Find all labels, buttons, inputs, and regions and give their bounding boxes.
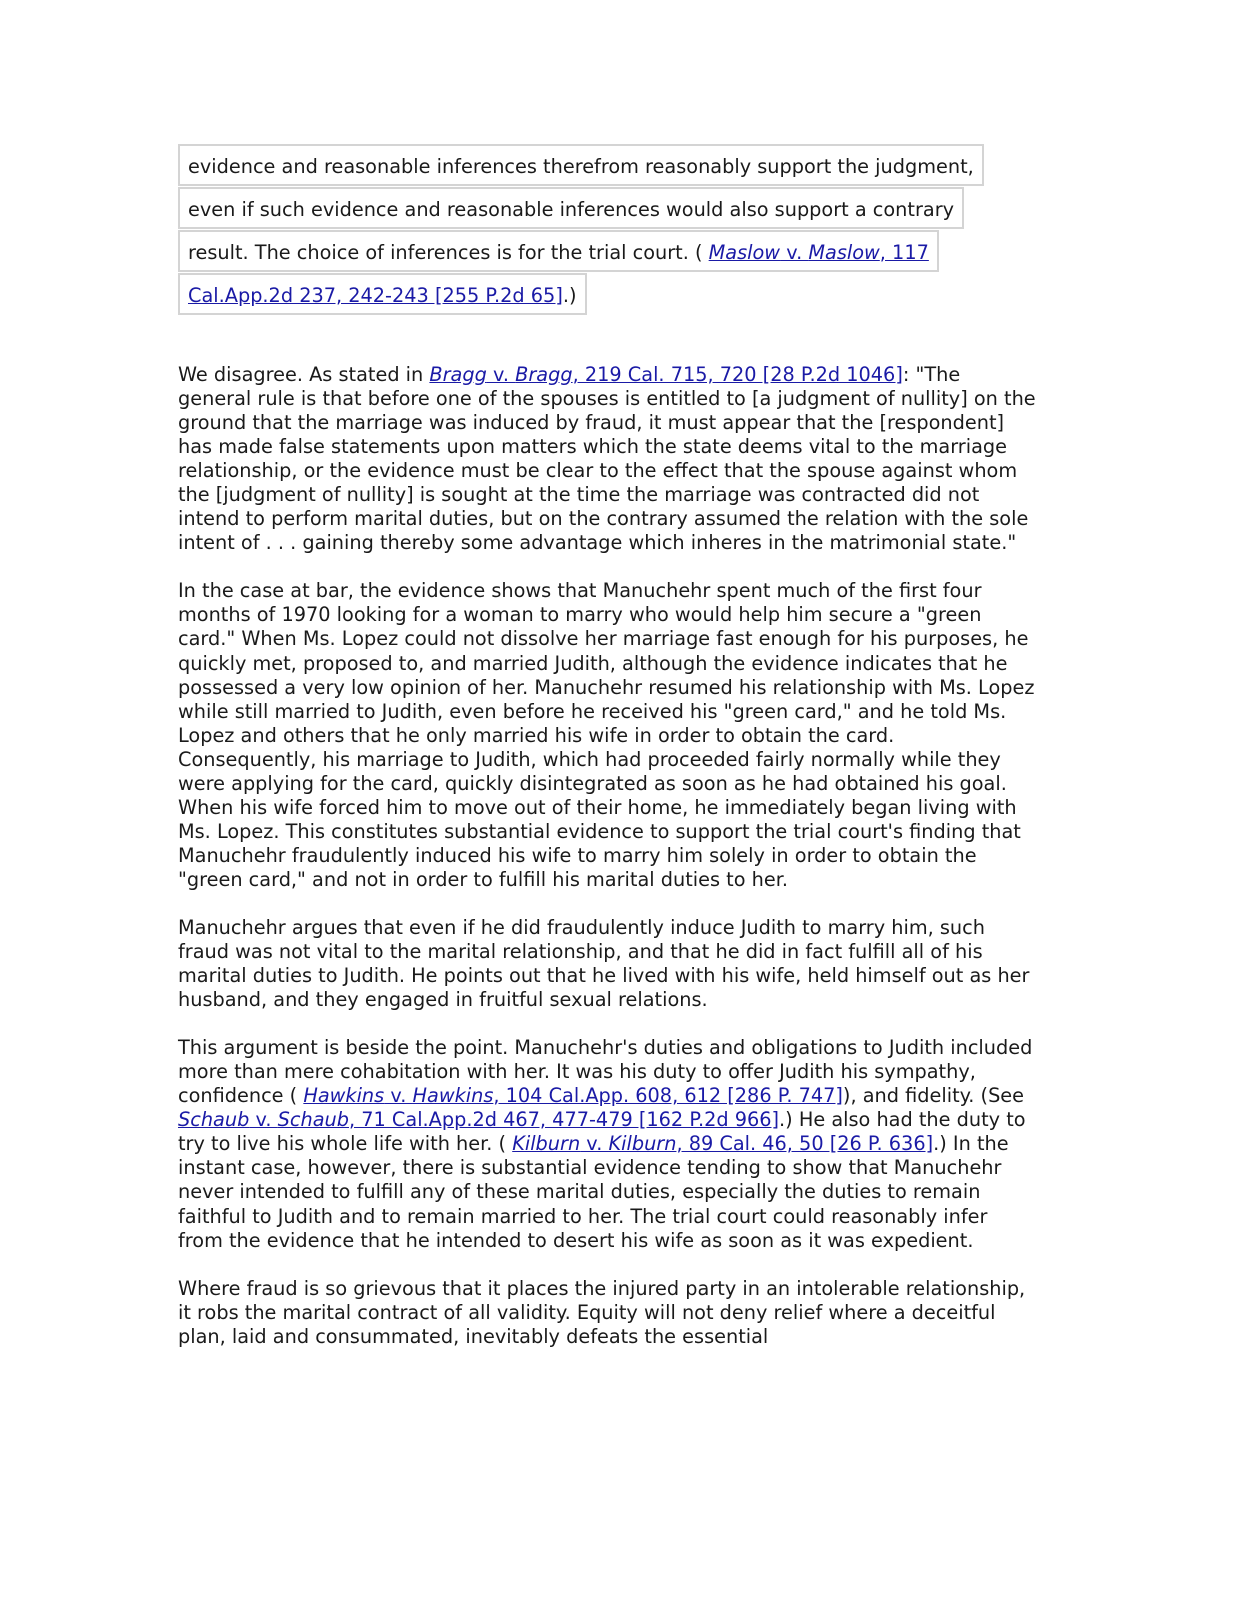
quote-text: even if such evidence and reasonable inferences would also support a contrary xyxy=(188,198,955,221)
quote-text: result. The choice of inferences is for the trial court. ( xyxy=(188,241,709,264)
opinion-body xyxy=(178,363,1038,1373)
paragraph: This argument is beside the point. Manuchehr's duties and obligations to Judith included more than mere cohabitation with her. It was his duty to offer Judith his sympathy, confidence ( Hawkins v. Hawkins, 104 Cal.App. 608, 612 [286 P. 747]), and fidelity. (See Schaub v. Schaub, 71 Cal.App.2d 467, 477-479 [162 P.2d 966].) He also had the duty to try to live his whole life with her. ( Kilburn v. Kilburn, 89 Cal. 46, 50 [26 P. 636].) In the instant case, however, there is substantial evidence tending to show that Manuchehr never intended to fulfill any of these marital duties, especially the duties to remain faithful to Judith and to remain married to her. The trial court could reasonably infer from the evidence that he intended to desert his wife as soon as it was expedient. xyxy=(178,1036,1033,1252)
quote-line xyxy=(178,230,939,272)
quote-line xyxy=(178,187,964,229)
quote-text: .) xyxy=(562,284,577,307)
quote-line xyxy=(178,273,587,315)
citation-link-hawkins[interactable]: Hawkins v. Hawkins, 104 Cal.App. 608, 612 [286 P. 747] xyxy=(303,1084,843,1108)
quoted-excerpt xyxy=(178,144,984,316)
paragraph: Manuchehr argues that even if he did fraudulently induce Judith to marry him, such fraud was not vital to the marital relationship, and that he did in fact fulfill all of his marital duties to Judith. He points out that he lived with his wife, held himself out as her husband, and they engaged in fruitful sexual relations. xyxy=(178,915,1030,1012)
paragraph: Where fraud is so grievous that it places the injured party in an intolerable relationship, it robs the marital contract of all validity. Equity will not deny relief where a deceitful plan, laid and consummated, inevitably defeats the essential xyxy=(178,1276,1026,1348)
citation-link-maslow[interactable]: Maslow v. Maslow, 117 xyxy=(708,241,929,264)
quote-line xyxy=(178,144,984,186)
quote-text: evidence and reasonable inferences therefrom reasonably support the judgment, xyxy=(188,155,974,178)
citation-link-schaub[interactable]: Schaub v. Schaub, 71 Cal.App.2d 467, 477-479 [162 P.2d 966] xyxy=(178,1108,780,1132)
citation-link-kilburn[interactable]: Kilburn v. Kilburn, 89 Cal. 46, 50 [26 P. 636] xyxy=(512,1132,934,1156)
citation-link-maslow-cont[interactable]: Cal.App.2d 237, 242-243 [255 P.2d 65] xyxy=(188,284,563,307)
citation-link-bragg[interactable]: Bragg v. Bragg, 219 Cal. 715, 720 [28 P.2d 1046] xyxy=(429,363,903,386)
paragraph: We disagree. As stated in Bragg v. Bragg, 219 Cal. 715, 720 [28 P.2d 1046]: "The general rule is that before one of the spouses is entitled to [a judgment of nullity] on the ground that the marriage was induced by fraud, it must appear that the [respondent] has made false statements upon matters which the state deems vital to the marriage relationship, or the evidence must be clear to the effect that the spouse against whom the [judgment of nullity] is sought at the time the marriage was contracted did not intend to perform marital duties, but on the contrary assumed the relation with the sole intent of . . . gaining thereby some advantage which inheres in the matrimonial state." xyxy=(178,363,1036,555)
paragraph: In the case at bar, the evidence shows that Manuchehr spent much of the first four months of 1970 looking for a woman to marry who would help him secure a "green card." When Ms. Lopez could not dissolve her marriage fast enough for his purposes, he quickly met, proposed to, and married Judith, although the evidence indicates that he possessed a very low opinion of her. Manuchehr resumed his relationship with Ms. Lopez while still married to Judith, even before he received his "green card," and he told Ms. Lopez and others that he only married his wife in order to obtain the card. Consequently, his marriage to Judith, which had proceeded fairly normally while they were applying for the card, quickly disintegrated as soon as he had obtained his goal. When his wife forced him to move out of their home, he immediately began living with Ms. Lopez. This constitutes substantial evidence to support the trial court's finding that Manuchehr fraudulently induced his wife to marry him solely in order to obtain the "green card," and not in order to fulfill his marital duties to her. xyxy=(178,579,1035,891)
